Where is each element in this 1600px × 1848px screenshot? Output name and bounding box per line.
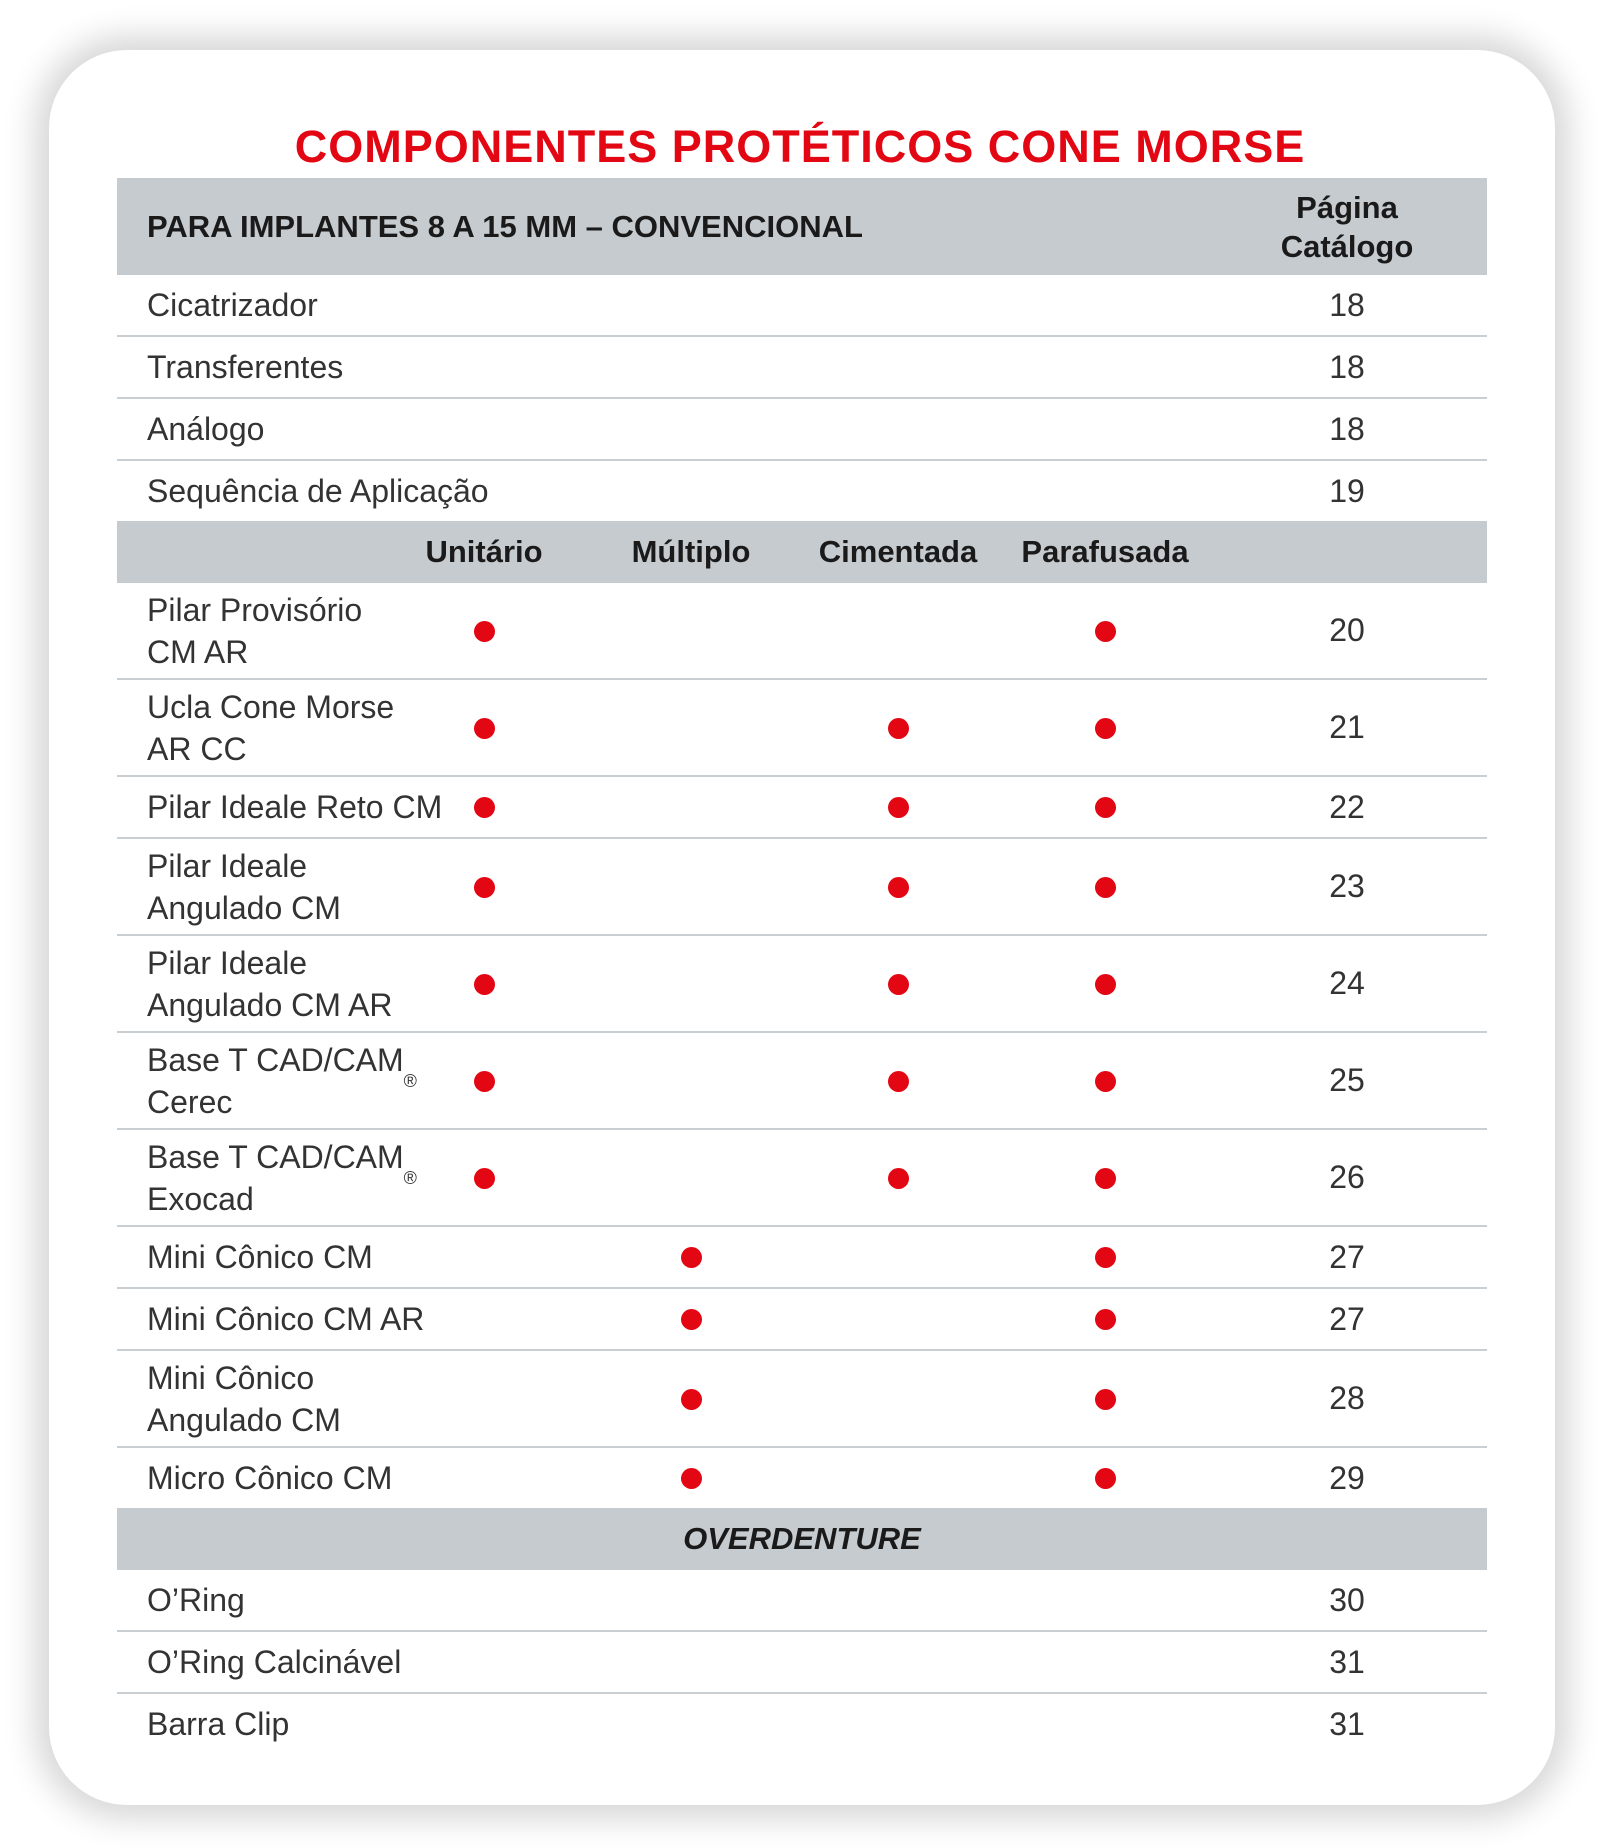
row-name: Pilar Ideale Angulado CM <box>147 847 341 926</box>
section1-rows <box>117 275 1487 521</box>
dot-icon-unitario <box>474 621 495 642</box>
dot-icon-unitario <box>474 797 495 818</box>
dot-icon-cimentada <box>888 974 909 995</box>
dot-icon-parafusada <box>1095 1247 1116 1268</box>
row-page-number: 27 <box>1329 1300 1365 1337</box>
dot-icon-parafusada <box>1095 797 1116 818</box>
row-page-number: 24 <box>1329 965 1365 1001</box>
row-name: Micro Cônico CM <box>147 1460 393 1496</box>
table-row <box>117 1287 1487 1349</box>
row-page-number: 31 <box>1329 1643 1365 1680</box>
page-header-line1: Página <box>1296 189 1398 225</box>
column-header-row <box>117 521 1487 583</box>
table-row <box>117 1692 1487 1754</box>
dot-icon-cimentada <box>888 718 909 739</box>
column-header-cimentada: Cimentada <box>818 534 978 569</box>
dot-icon-parafusada <box>1095 1468 1116 1489</box>
dot-icon-cimentada <box>888 1168 909 1189</box>
dot-icon-parafusada <box>1095 718 1116 739</box>
row-page-number: 30 <box>1329 1581 1365 1618</box>
row-name: Análogo <box>147 411 265 447</box>
row-page-number: 28 <box>1329 1380 1365 1416</box>
table-row <box>117 397 1487 459</box>
row-page-number: 18 <box>1329 286 1365 323</box>
row-name: Ucla Cone Morse AR CC <box>147 688 395 767</box>
row-page-number: 19 <box>1329 472 1365 509</box>
table-row <box>117 775 1487 837</box>
dot-icon-parafusada <box>1095 1168 1116 1189</box>
table-row <box>117 275 1487 335</box>
row-name: Pilar Ideale Reto CM <box>147 789 443 825</box>
row-name: O’Ring Calcinável <box>147 1644 402 1680</box>
table-row <box>117 1446 1487 1508</box>
dot-icon-multiplo <box>681 1468 702 1489</box>
row-page-number: 25 <box>1329 1062 1365 1098</box>
dot-icon-unitario <box>474 1071 495 1092</box>
dot-icon-cimentada <box>888 1071 909 1092</box>
column-header-multiplo: Múltiplo <box>631 534 751 569</box>
section2-rows <box>117 583 1487 1508</box>
table-row <box>117 1630 1487 1692</box>
row-page-number: 31 <box>1329 1705 1365 1742</box>
table-row <box>117 1128 1487 1225</box>
dot-icon-unitario <box>474 974 495 995</box>
dot-icon-unitario <box>474 877 495 898</box>
table-row <box>117 459 1487 521</box>
table-row <box>117 335 1487 397</box>
row-name: Sequência de Aplicação <box>147 473 489 509</box>
section-header-convencional <box>117 178 1487 275</box>
row-page-number: 29 <box>1329 1459 1365 1496</box>
page-column-header <box>1247 178 1447 275</box>
column-header-parafusada: Parafusada <box>1021 534 1189 569</box>
row-name: Pilar Ideale Angulado CM AR <box>147 944 393 1023</box>
row-name: O’Ring <box>147 1582 245 1618</box>
row-page-number: 20 <box>1329 612 1365 648</box>
section-title: PARA IMPLANTES 8 A 15 MM – CONVENCIONAL <box>147 208 863 244</box>
dot-icon-unitario <box>474 718 495 739</box>
row-page-number: 26 <box>1329 1159 1365 1195</box>
row-page-number: 23 <box>1329 868 1365 904</box>
dot-icon-parafusada <box>1095 877 1116 898</box>
row-name: Mini Cônico CM AR <box>147 1301 425 1337</box>
dot-icon-multiplo <box>681 1389 702 1410</box>
table-row <box>117 934 1487 1031</box>
page-header-line2: Catálogo <box>1280 228 1414 264</box>
dot-icon-multiplo <box>681 1309 702 1330</box>
section-header-overdenture: OVERDENTURE <box>117 1508 1487 1570</box>
row-page-number: 27 <box>1329 1238 1365 1275</box>
row-name: Cicatrizador <box>147 287 318 323</box>
row-name: Base T CAD/CAM Exocad ® <box>147 1138 417 1217</box>
table-row <box>117 837 1487 934</box>
row-name: Mini Cônico CM <box>147 1239 373 1275</box>
row-page-number: 18 <box>1329 348 1365 385</box>
row-name: Base T CAD/CAM Cerec ® <box>147 1041 417 1120</box>
dot-icon-cimentada <box>888 877 909 898</box>
table-row <box>117 1031 1487 1128</box>
dot-icon-unitario <box>474 1168 495 1189</box>
table-row <box>117 678 1487 775</box>
components-table <box>117 178 1487 1754</box>
row-page-number: 21 <box>1329 709 1365 745</box>
dot-icon-cimentada <box>888 797 909 818</box>
row-name: Barra Clip <box>147 1706 290 1742</box>
row-name: Mini Cônico Angulado CM <box>147 1359 341 1438</box>
dot-icon-parafusada <box>1095 1071 1116 1092</box>
dot-icon-parafusada <box>1095 1389 1116 1410</box>
row-name: Pilar Provisório CM AR <box>147 591 363 670</box>
column-header-unitario: Unitário <box>425 534 543 569</box>
row-page-number: 18 <box>1329 410 1365 447</box>
row-page-number: 22 <box>1329 788 1365 825</box>
section3-rows <box>117 1570 1487 1754</box>
page-title: COMPONENTES PROTÉTICOS CONE MORSE <box>294 121 1306 172</box>
table-row <box>117 1225 1487 1287</box>
table-row <box>117 1570 1487 1630</box>
table-row <box>117 583 1487 678</box>
dot-icon-multiplo <box>681 1247 702 1268</box>
table-row <box>117 1349 1487 1446</box>
dot-icon-parafusada <box>1095 1309 1116 1330</box>
dot-icon-parafusada <box>1095 974 1116 995</box>
row-name: Transferentes <box>147 349 344 385</box>
dot-icon-parafusada <box>1095 621 1116 642</box>
